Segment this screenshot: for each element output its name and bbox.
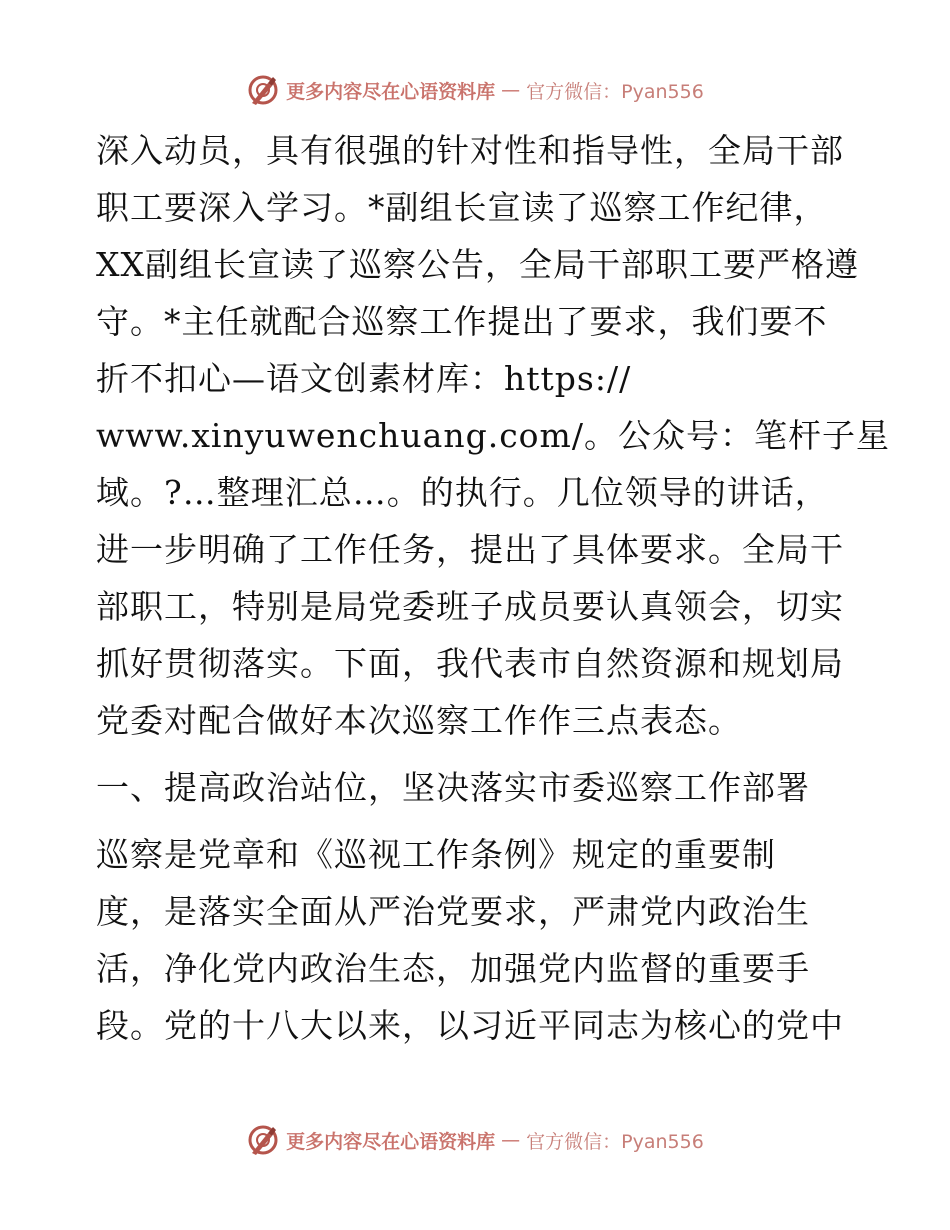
document-body xyxy=(96,122,890,1054)
paragraph-line: 段。党的十八大以来，以习近平同志为核心的党中 xyxy=(96,1006,844,1045)
paragraph-line: 巡察是党章和《巡视工作条例》规定的重要制 xyxy=(96,835,776,874)
banner-brand-text: 更多内容尽在心语资料库 xyxy=(286,1130,496,1153)
paragraph-line: 域。?…整理汇总…。的执行。几位领导的讲话， xyxy=(96,473,829,512)
paragraph-line: 活，净化党内政治生态，加强党内监督的重要手 xyxy=(96,949,810,988)
paragraph-line: www.xinyuwenchuang.com/。公众号：笔杆子星 xyxy=(96,416,890,455)
header-banner xyxy=(0,68,950,112)
paragraph-line: 折不扣心—语文创素材库：https:// xyxy=(96,359,632,398)
paragraph-line: 党委对配合做好本次巡察工作作三点表态。 xyxy=(96,701,742,740)
banner-separator: — xyxy=(501,1129,521,1151)
paragraph-line: 职工要深入学习。*副组长宣读了巡察工作纪律， xyxy=(96,188,828,227)
paragraph-line: 抓好贯彻落实。下面，我代表市自然资源和规划局 xyxy=(96,644,844,683)
paragraph-line: 进一步明确了工作任务，提出了具体要求。全局干 xyxy=(96,530,844,569)
banner-brand-text: 更多内容尽在心语资料库 xyxy=(286,80,496,103)
paragraph-line: 深入动员，具有很强的针对性和指导性，全局干部 xyxy=(96,131,844,170)
paragraph-line: 部职工，特别是局党委班子成员要认真领会，切实 xyxy=(96,587,844,626)
pen-logo-icon xyxy=(246,1123,280,1157)
section-heading: 一、提高政治站位，坚决落实市委巡察工作部署 xyxy=(96,768,810,807)
banner-separator: — xyxy=(501,79,521,101)
paragraph-line: 守。*主任就配合巡察工作提出了要求，我们要不 xyxy=(96,302,828,341)
paragraph-line: XX副组长宣读了巡察公告，全局干部职工要严格遵 xyxy=(96,245,859,284)
paragraph-line: 度，是落实全面从严治党要求，严肃党内政治生 xyxy=(96,892,810,931)
pen-logo-icon xyxy=(246,73,280,107)
footer-banner xyxy=(0,1118,950,1162)
banner-contact-text: 官方微信：Pyan556 xyxy=(526,80,704,103)
banner-contact-text: 官方微信：Pyan556 xyxy=(526,1130,704,1153)
